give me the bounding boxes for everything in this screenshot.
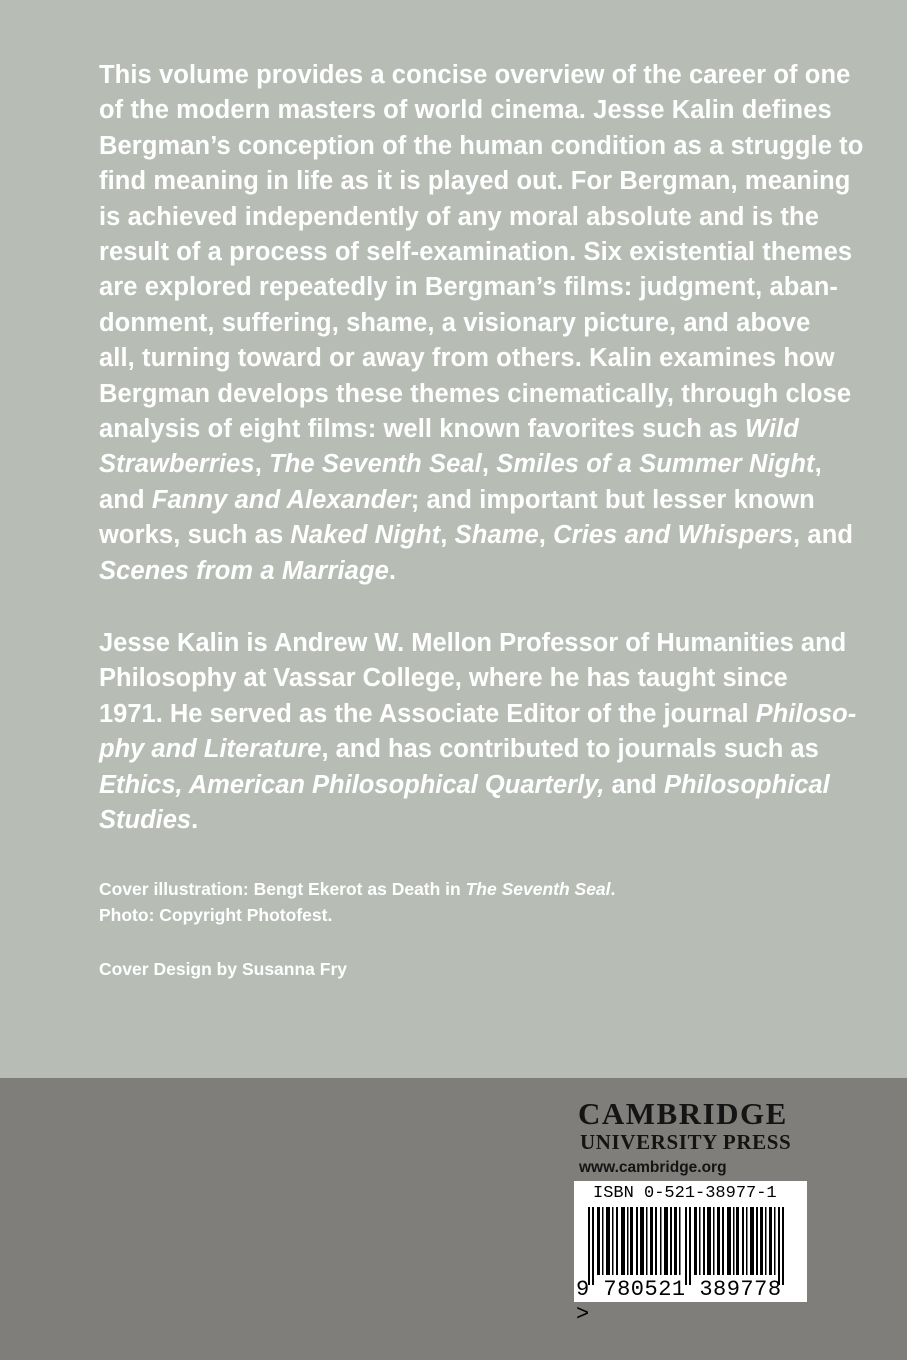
description-text: ; and important but lesser known: [410, 485, 815, 514]
film-title: The Seventh Seal: [465, 879, 611, 899]
punctuation: ,: [538, 521, 554, 550]
description-text: works, such as: [99, 521, 291, 550]
design-credit-text: Cover Design by Susanna Fry: [99, 959, 347, 979]
bio-line: Jesse Kalin is Andrew W. Mellon Professor of Humanities and: [99, 629, 847, 657]
punctuation: .: [610, 879, 616, 899]
cover-credits: [99, 876, 819, 928]
punctuation: .: [191, 806, 199, 835]
bio-line: Philosophy at Vassar College, where he has taught since: [99, 664, 788, 693]
punctuation: ,: [254, 450, 270, 479]
film-title: The Seventh Seal: [269, 450, 482, 479]
design-credit: [99, 956, 819, 982]
film-title: Strawberries: [99, 450, 255, 479]
film-title: Naked Night: [290, 521, 441, 550]
publisher-name: CAMBRIDGE: [578, 1096, 788, 1131]
bio-line: [99, 803, 819, 838]
description-line: [99, 412, 819, 447]
punctuation: ,: [481, 450, 497, 479]
isbn-barcode: [574, 1181, 807, 1327]
bio-text: and: [604, 770, 664, 799]
description-line: are explored repeatedly in Bergman’s films: judgment, aban-: [99, 273, 838, 302]
film-title: Cries and Whispers: [553, 521, 794, 550]
punctuation: ,: [814, 450, 822, 479]
description-line: [99, 483, 819, 518]
description-line: Bergman develops these themes cinematically, through close: [99, 379, 852, 408]
isbn-number: ISBN 0-521-38977-1: [593, 1184, 777, 1203]
description-line: find meaning in life as it is played out. For Bergman, meaning: [99, 167, 851, 196]
film-title: Shame: [454, 521, 539, 550]
author-bio: [99, 626, 857, 838]
description-line: is achieved independently of any moral absolute and is the: [99, 202, 819, 231]
description-line: Bergman’s conception of the human condition as a struggle to: [99, 131, 864, 160]
journal-title: Philosophical: [663, 770, 830, 799]
photo-credit: Photo: Copyright Photofest.: [99, 905, 333, 925]
bio-text: 1971. He served as the Associate Editor of the journal: [99, 699, 756, 728]
publisher-logo: [578, 1098, 818, 1179]
barcode-bars: [588, 1207, 792, 1285]
punctuation: ,: [440, 521, 455, 550]
journal-title: Studies: [99, 806, 192, 835]
description-line: [99, 554, 819, 589]
description-text: and: [99, 485, 152, 514]
description-line: all, turning toward or away from others. Kalin examines how: [99, 344, 835, 373]
ean-digits: 9 780521 389778 >: [576, 1277, 782, 1327]
publisher-url: www.cambridge.org: [579, 1159, 727, 1176]
bio-text: , and has contributed to journals such as: [321, 735, 819, 764]
bio-line: [99, 732, 819, 767]
bio-line: [99, 768, 830, 803]
description-line: of the modern masters of world cinema. Jesse Kalin defines: [99, 96, 832, 125]
description-line: [99, 447, 822, 482]
description-line: [99, 518, 854, 553]
film-title: Fanny and Alexander: [151, 485, 411, 514]
description-text: , and: [793, 521, 854, 550]
description-line: donment, suffering, shame, a visionary picture, and above: [99, 308, 811, 337]
film-title: Scenes from a Marriage: [99, 556, 389, 585]
film-title: Smiles of a Summer Night: [496, 450, 815, 479]
description-text: analysis of eight films: well known favorites such as: [99, 415, 745, 444]
illustration-credit: [99, 876, 819, 902]
publisher-press: UNIVERSITY PRESS: [580, 1130, 792, 1154]
description-paragraph: [99, 58, 864, 589]
bio-line: [99, 697, 857, 732]
description-line: This volume provides a concise overview of the career of one: [99, 61, 851, 89]
film-title: Wild: [744, 415, 799, 444]
journal-title: phy and Literature: [99, 735, 322, 764]
credit-text: Cover illustration: Bengt Ekerot as Death in: [99, 879, 466, 899]
punctuation: .: [388, 556, 397, 585]
description-line: result of a process of self-examination. Six existential themes: [99, 238, 853, 267]
journal-title: Ethics, American Philosophical Quarterly,: [99, 770, 605, 799]
journal-title: Philoso-: [755, 699, 857, 728]
